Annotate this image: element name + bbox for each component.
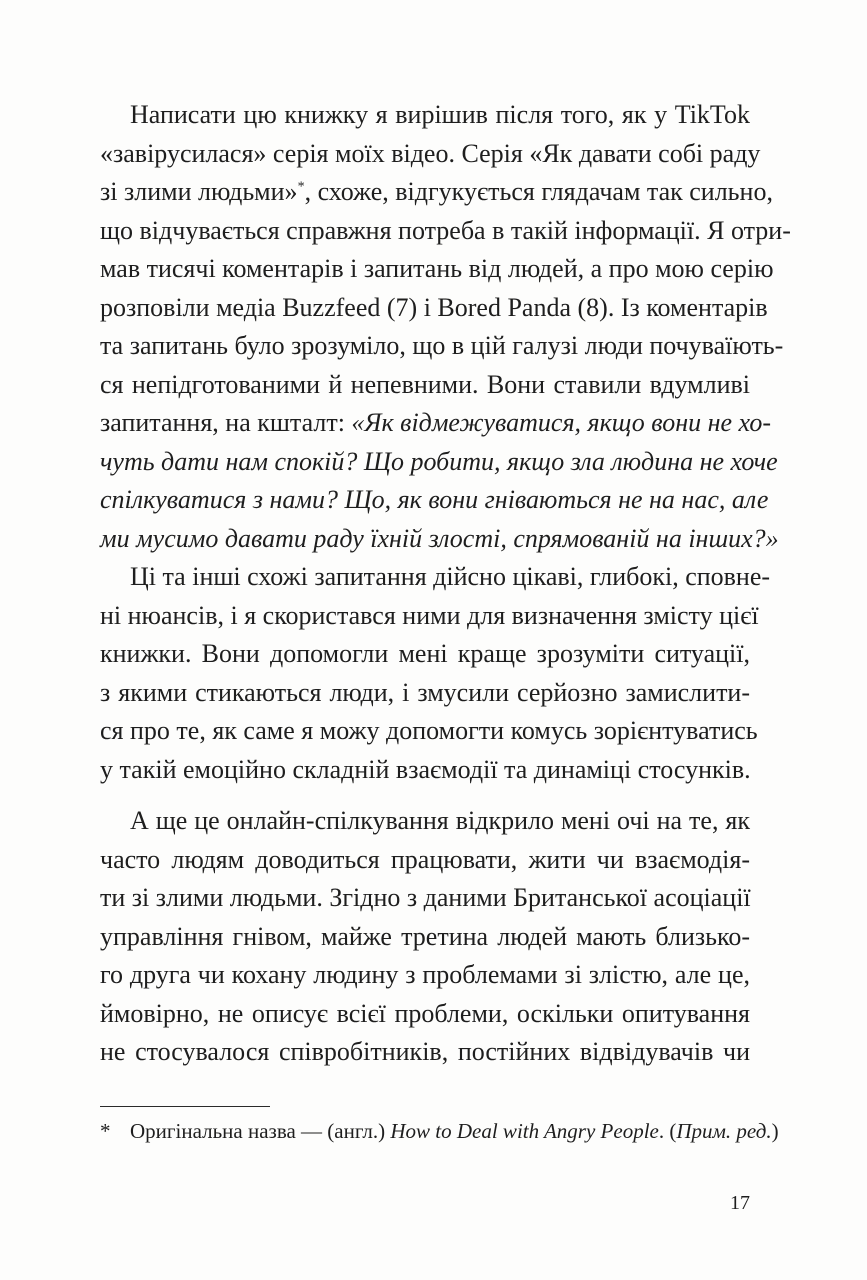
text-line [100,173,773,212]
page-number: 17 [730,1192,750,1214]
italic-quote: «Як відмежуватися, якщо вони не хо- [351,408,772,437]
text-line: та запитань було зрозуміло, що в цій галузі люди почуваїють- [100,331,784,360]
footnote-mark: * [100,1119,111,1143]
text-line: ся непідготованими й непевними. Вони ставили вдумливі [100,369,750,399]
text-line: Написати цю книжку я вирішив після того, як у TikTok [130,100,750,129]
text-line [100,404,772,443]
text-fragment: запитання, на кшталт: [100,408,352,437]
paragraph-1 [100,96,791,558]
paragraph-spacing [100,789,750,802]
text-line: управління гнівом, майже третина людей мають близько- [100,921,750,951]
text-line: розповіли медіа Buzzfeed (7) і Bored Panda (8). Із коментарів [100,292,768,322]
text-line: часто людям доводиться працювати, жити чи взаємодія- [100,844,750,874]
text-line: з якими стикаються люди, і змусили серйозно замислити- [100,677,750,707]
text-fragment: зі злими людьми» [100,177,298,206]
italic-quote-line: чуть дати нам спокій? Що робити, якщо зла людина не хоче [100,446,778,476]
footnote [100,1116,779,1146]
text-line: що відчувається справжня потреба в такій інформації. Я отри- [100,215,791,245]
paragraph-3 [100,802,750,1072]
text-line: не стосувалося співробітників, постійних відвідувачів чи [100,1037,750,1066]
footnote-text: ) [771,1119,779,1143]
footnote-text: Оригінальна назва — (англ.) [130,1119,391,1143]
text-line: «завірусилася» серія моїх відео. Серія «Як давати собі раду [100,138,761,168]
text-line: мав тисячі коментарів і запитань від людей, а про мою серію [100,254,774,283]
footnote-text: . ( [658,1119,677,1143]
footnote-reference-mark: * [297,179,305,195]
text-line: ні нюансів, і я скористався ними для визначення змісту цієї [100,600,759,630]
italic-quote-line: спілкуватися з нами? Що, як вони гніваються не на нас, але [100,485,769,514]
text-line: го друга чи кохану людину з проблемами зі злістю, але це, [100,960,750,989]
footnote-divider [100,1106,270,1107]
text-line: книжки. Вони допомогли мені краще зрозуміти ситуації, [100,639,750,668]
body-text [100,96,791,1072]
footnote-original-title: How to Deal with Angry People [390,1119,659,1143]
text-line: А ще це онлайн-спілкування відкрило мені очі на те, як [130,806,750,835]
text-fragment: , схоже, відгукується глядачам так сильно, [304,177,773,206]
text-line: ймовірно, не описує всієї проблеми, оскільки опитування [100,998,750,1028]
footnote-editor-note: Прим. ред. [676,1119,772,1143]
text-line: Ці та інші схожі запитання дійсно цікаві, глибокі, сповне- [130,562,771,591]
paragraph-2 [100,558,771,789]
text-line: ся про те, як саме я можу допомогти комусь зорієнтуватись [100,716,758,745]
text-line: у такій емоційно складній взаємодії та динаміці стосунків. [100,754,751,784]
text-line: ти зі злими людьми. Згідно з даними Британської асоціації [100,883,751,912]
italic-quote-line: ми мусимо давати раду їхній злості, спрямованій на інших?» [100,523,779,553]
